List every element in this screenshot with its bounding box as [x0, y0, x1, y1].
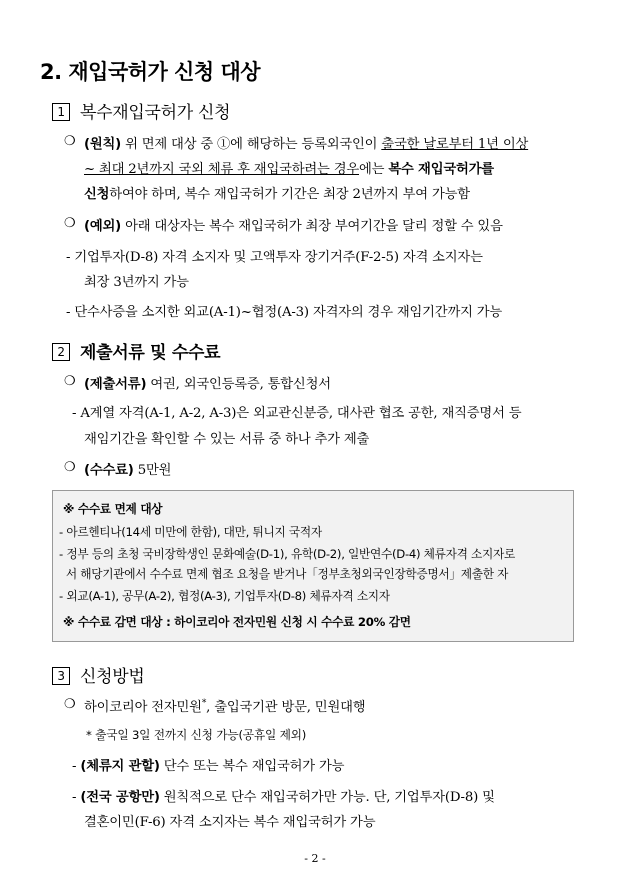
text: 단수 또는 복수 재입국허가 가능	[159, 759, 345, 774]
text: 위 면제 대상 중 ①에 해당하는 등록외국인이	[121, 137, 382, 152]
section-1-heading	[52, 98, 230, 123]
airport-line-2: 결혼이민(F-6) 자격 소지자는 복수 재입국허가 가능	[84, 815, 376, 830]
docs-label: (제출서류)	[84, 377, 147, 392]
docs-line	[84, 373, 331, 392]
bold-text: 복수 재입국허가를	[388, 162, 494, 177]
section-number-box: 2	[52, 343, 70, 361]
principle-line-1	[84, 133, 528, 152]
hollow-circle-bullet-icon: ❍	[64, 697, 76, 712]
text: 하이코리아 전자민원	[84, 700, 202, 715]
box-item: - 정부 등의 초청 국비장학생인 문화예술(D-1), 유학(D-2), 일반연수(D-4) 체류자격 소지자로	[59, 547, 516, 561]
text: 원칙적으로 단수 재입국허가만 가능. 단, 기업투자(D-8) 및	[159, 790, 495, 805]
hollow-circle-bullet-icon: ❍	[64, 460, 76, 475]
fee-exemption-box	[52, 490, 574, 642]
box-item: 서 해당기관에서 수수료 면제 협조 요청을 받거나「정부초청외국인장학증명서」제출한 자	[59, 567, 509, 581]
exception-line	[84, 215, 503, 234]
text: 에는	[359, 162, 389, 177]
section-title: 신청방법	[80, 667, 145, 687]
method-note: * 출국일 3일 전까지 신청 가능(공휴일 제외)	[86, 728, 307, 742]
section-number-box: 1	[52, 103, 70, 121]
text: , 출입국기관 방문, 민원대행	[206, 700, 366, 715]
principle-label: (원칙)	[84, 137, 122, 152]
section-title: 제출서류 및 수수료	[80, 343, 221, 363]
box-item: - 외교(A-1), 공무(A-2), 협정(A-3), 기업투자(D-8) 체류자격 소지자	[59, 589, 390, 603]
exception-label: (예외)	[84, 219, 122, 234]
fee-label: (수수료)	[84, 463, 134, 478]
bold-text: 신청	[84, 187, 110, 202]
exception-item-1: - 기업투자(D-8) 자격 소지자 및 고액투자 장기거주(F-2-5) 자격 소지자는	[66, 250, 483, 265]
section-2-heading	[52, 338, 220, 363]
box-discount: ※ 수수료 감면 대상 : 하이코리아 전자민원 신청 시 수수료 20% 감면	[63, 615, 411, 629]
box-item: - 아르헨티나(14세 미만에 한함), 대만, 튀니지 국적자	[59, 525, 322, 539]
docs-a-item-cont: 재임기간을 확인할 수 있는 서류 중 하나 추가 제출	[84, 432, 370, 447]
hollow-circle-bullet-icon: ❍	[64, 134, 76, 149]
text: 5만원	[133, 463, 172, 478]
fee-line	[84, 459, 171, 478]
section-title: 복수재입국허가 신청	[80, 103, 231, 123]
page-number: - 2 -	[304, 852, 326, 865]
text: 하여야 하며, 복수 재입국허가 기간은 최장 2년까지 부여 가능함	[109, 187, 470, 202]
exception-item-2: - 단수사증을 소지한 외교(A-1)~협정(A-3) 자격자의 경우 재임기간까지 가능	[66, 305, 503, 320]
section-number-box: 3	[52, 667, 70, 685]
text: 여권, 외국인등록증, 통합신청서	[146, 377, 331, 392]
footnote-marker: *	[201, 698, 207, 709]
hollow-circle-bullet-icon: ❍	[64, 374, 76, 389]
exception-item-1-cont: 최장 3년까지 가능	[84, 275, 189, 290]
airport-label: (전국 공항만)	[80, 790, 160, 805]
underlined-text: ~ 최대 2년까지 국외 체류 후 재입국하려는 경우	[84, 162, 359, 177]
docs-a-item: - A계열 자격(A-1, A-2, A-3)은 외교관신분증, 대사관 협조 공한, 재직증명서 등	[72, 406, 522, 421]
principle-line-3	[84, 183, 470, 202]
stay-line: - (체류지 관할) 단수 또는 복수 재입국허가 가능	[72, 759, 345, 774]
section-3-heading	[52, 662, 145, 687]
underlined-text: 출국한 날로부터 1년 이상	[381, 137, 529, 152]
hollow-circle-bullet-icon: ❍	[64, 216, 76, 231]
stay-label: (체류지 관할)	[80, 759, 160, 774]
airport-line-1: - (전국 공항만) 원칙적으로 단수 재입국허가만 가능. 단, 기업투자(D-8) 및	[72, 790, 495, 805]
method-line	[84, 696, 365, 715]
principle-line-2	[84, 158, 494, 177]
box-title: ※ 수수료 면제 대상	[63, 502, 163, 516]
text: 아래 대상자는 복수 재입국허가 최장 부여기간을 달리 정할 수 있음	[121, 219, 503, 234]
page-title: 2. 재입국허가 신청 대상	[40, 60, 261, 84]
